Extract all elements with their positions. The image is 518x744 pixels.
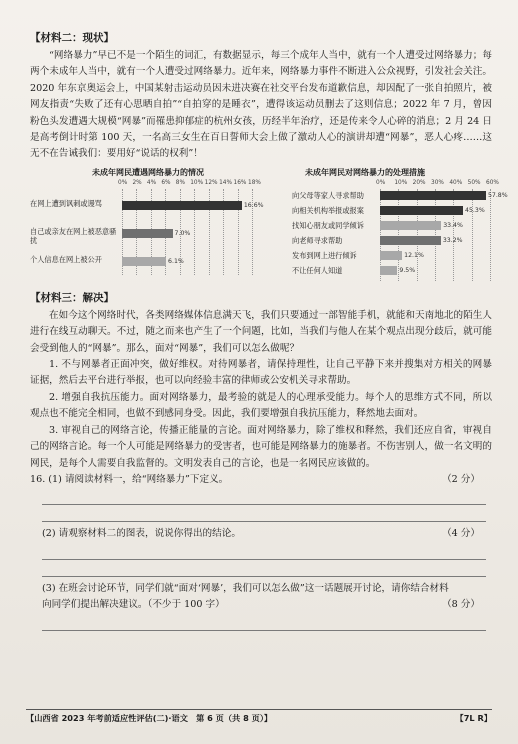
x-tick-label: 20% (412, 179, 426, 186)
answer-line[interactable] (42, 614, 486, 631)
chart2-category-3: 向老师寻求帮助 (292, 235, 343, 245)
chart2-plot (380, 189, 508, 281)
material2-heading: 【材料二：现状】 (30, 32, 114, 44)
charts-area (30, 165, 508, 288)
x-tick-label: 10% (394, 179, 408, 186)
question-1-score: （2 分） (442, 473, 480, 485)
x-tick-label: 18% (248, 179, 261, 186)
x-tick-label: 0% (376, 179, 386, 186)
x-tick-label: 12% (204, 179, 218, 186)
chart2-category-1: 向相关机构举报或报案 (292, 205, 364, 215)
chart2-category-5: 不让任何人知道 (292, 265, 343, 275)
gridline (417, 189, 418, 281)
question-2-text: (2) 请观察材料二的图表，说说你得出的结论。 (42, 528, 241, 540)
material3-point-3: 3. 审视自己的网络言论，传播正能量的言论。面对网络暴力，除了维权和释然，我们还应自省，审视自己的网络言论。每一个人可能是网络暴力的受害者，也可能是网络暴力的施暴者。不伤害别人，做一名文明的网民，是每个人需要自我监督的。文明发表自己的言论，也是一名网民应该做的。 (30, 424, 492, 469)
answer-line[interactable] (42, 488, 486, 505)
chart2-category-2: 找知心朋友或同学倾诉 (292, 220, 364, 230)
x-tick-label: 8% (175, 179, 185, 186)
bar (122, 257, 166, 266)
gridline (490, 189, 491, 281)
bar (380, 266, 397, 275)
gridline (435, 189, 436, 281)
answer-line[interactable] (42, 543, 486, 560)
chart2-x-axis (376, 179, 499, 188)
bar (380, 236, 441, 245)
question-1-text: 16. (1) 请阅读材料一，给“网络暴力”下定义。 (30, 473, 229, 485)
bar (380, 221, 441, 230)
bar (122, 201, 242, 210)
answer-line[interactable] (42, 505, 486, 522)
bar-value-label: 12.1% (404, 251, 424, 259)
x-tick-label: 40% (449, 179, 463, 186)
bar-value-label: 45.3% (465, 206, 485, 214)
bar-value-label: 9.5% (399, 266, 416, 274)
material3-heading: 【材料三：解决】 (30, 291, 114, 304)
question-2 (30, 526, 492, 542)
chart1-category-0: 在网上遭到讽刺或谩骂 (30, 198, 102, 208)
chart1-category-2: 个人信息在网上被公开 (30, 254, 102, 264)
chart1-title: 未成年网民遭遇网络暴力的情况 (92, 167, 204, 177)
material2-paragraph: “网络暴力”早已不是一个陌生的词汇，有数据显示，每三个成年人当中，就有一个人遭受过网络暴力；每两个未成年人当中，就有一个人遭受过网络暴力。近年来，网络暴力事件不断进入公众视野，引发社会关注。2020 年东京奥运会上，中国某射击运动员因未进决赛在社交平台发布道歉信息，却因配了一张自拍照片，被网友指责“失败了还有心思晒自拍”“自拍穿的是睡衣”，遭得该运动员删去了这则信息；2022 年 7 月，曾因粉色头发遭遇大规模“网暴”而罹患抑郁症的杭州女孩，历经半年治疗，还是传来令人心碎的消息；2 月 24 日是高考倒计时第 100 天，一名高三女生在百日誓师大会上做了激动人心的演讲却遭“网暴”，恶人心疼……这无不在告诫我们：要用好“说话的权利”！ (30, 50, 492, 160)
bar-value-label: 33.2% (442, 236, 463, 244)
x-tick-label: 16% (233, 179, 247, 186)
chart2-category-0: 向父母等家人寻求帮助 (292, 190, 364, 200)
chart1-category-1: 自己或亲友在网上被恶意骚扰 (30, 226, 117, 245)
bar (380, 251, 402, 260)
question-3-text: (3) 在班会讨论环节，同学们就“面对‘网暴’，我们可以怎么做”这一话题展开讨论，请你结合材料向同学们提出解决建议。（不少于 100 字） (42, 582, 449, 611)
bar-value-label: 57.8% (487, 191, 508, 199)
x-tick-label: 2% (132, 179, 142, 186)
bar (380, 191, 486, 200)
bar-value-label: 6.1% (168, 257, 184, 265)
bar (380, 206, 463, 215)
x-tick-label: 4% (146, 179, 157, 186)
material3-point-2: 2. 增强自我抗压能力。面对网络暴力，最考验的就是人的心理承受能力。每个人的思维方式不同，所以观点也不能完全相同，也做不到感同身受。因此，我们要增强自我抗压能力，释然地去面对。 (30, 391, 492, 420)
x-tick-label: 10% (190, 179, 204, 186)
question-3-score: （8 分） (442, 598, 480, 610)
footer-exam-info: 【山西省 2023 年考前适应性评估(二)·语文 第 6 页（共 8 页）】 (26, 713, 273, 723)
gridline (453, 189, 454, 281)
bar (122, 229, 173, 238)
gridline (472, 189, 473, 281)
x-tick-label: 50% (467, 179, 481, 186)
material3-intro: 在如今这个网络时代，各类网络媒体信息满天飞，我们只要通过一部智能手机，就能和天南地北的陌生人进行在线互动聊天。不过，随之而来也产生了一个问题，比如，当我们与他人在某个观点出现分歧后，就可能会受到他人的“网暴”。那么，面对“网暴”，我们可以怎么做呢？ (30, 309, 492, 354)
bar-value-label: 33.4% (443, 221, 463, 229)
page-footer (26, 709, 492, 724)
answer-line[interactable] (42, 560, 486, 577)
material3-point-1: 1. 不与网暴者正面冲突，做好维权。对待网暴者，请保持理性，让自己平静下来并搜集对方相关的网暴证据，然后去平台进行举报，也可以向经验丰富的律师或公安机关寻求帮助。 (30, 359, 492, 387)
question-3 (30, 581, 492, 614)
chart1-x-axis (118, 179, 261, 188)
bar-value-label: 16.6% (243, 201, 264, 209)
x-tick-label: 6% (161, 179, 171, 186)
x-tick-label: 14% (219, 179, 232, 186)
bar-value-label: 7.0% (174, 229, 191, 237)
footer-code: 【7L R】 (455, 713, 492, 723)
x-tick-label: 30% (431, 179, 444, 186)
x-tick-label: 0% (118, 179, 128, 186)
question-1 (30, 472, 492, 488)
question-2-score: （4 分） (442, 528, 480, 540)
chart2-category-4: 发布到网上进行倾诉 (292, 250, 357, 260)
chart2-title: 未成年网民对网络暴力的处理措施 (305, 167, 425, 177)
chart1-plot (122, 189, 264, 275)
x-tick-label: 60% (486, 179, 499, 186)
